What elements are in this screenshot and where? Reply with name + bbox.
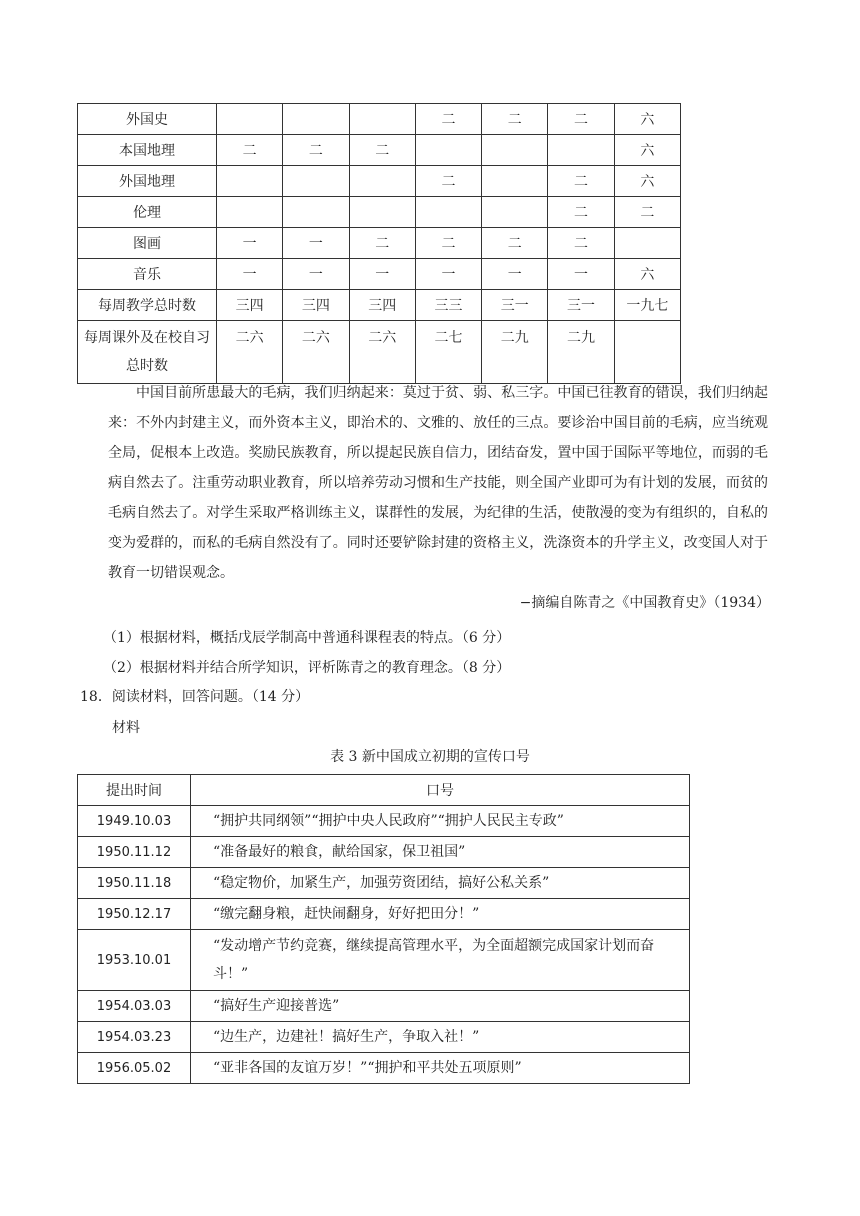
hours-cell: 二六 (349, 321, 415, 384)
slogan-text: “拥护共同纲领”“拥护中央人民政府”“拥护人民民主专政” (191, 806, 690, 837)
slogan-row (78, 837, 690, 868)
subject-label: 本国地理 (78, 135, 217, 166)
hours-cell: 二 (614, 197, 680, 228)
hours-cell: 一九七 (614, 290, 680, 321)
hours-cell: 二 (548, 104, 614, 135)
header-date: 提出时间 (78, 775, 191, 806)
subject-label: 图画 (78, 228, 217, 259)
slogan-row (78, 806, 690, 837)
hours-cell: 二 (548, 166, 614, 197)
hours-cell: 一 (349, 259, 415, 290)
hours-cell: 二九 (548, 321, 614, 384)
hours-cell: 二七 (415, 321, 481, 384)
slogan-row (78, 899, 690, 930)
hours-cell: 二六 (217, 321, 283, 384)
hours-cell: 二 (548, 228, 614, 259)
subject-label: 外国史 (78, 104, 217, 135)
material-source: −摘编自陈青之《中国教育史》（1934） (519, 595, 770, 611)
hours-cell: 二九 (482, 321, 548, 384)
hours-cell (217, 197, 283, 228)
slogan-date: 1956.05.02 (78, 1053, 191, 1084)
question-2: （2）根据材料并结合所学知识，评析陈青之的教育理念。（8 分） (103, 660, 511, 676)
hours-cell: 六 (614, 166, 680, 197)
curriculum-row (78, 104, 681, 135)
material-passage (108, 378, 768, 588)
hours-cell (283, 197, 349, 228)
hours-cell: 二 (482, 228, 548, 259)
slogan-text: “边生产，边建社！搞好生产，争取入社！” (191, 1022, 690, 1053)
hours-cell: 六 (614, 259, 680, 290)
slogan-row (78, 868, 690, 899)
slogan-date: 1950.11.18 (78, 868, 191, 899)
hours-cell: 三一 (482, 290, 548, 321)
hours-cell: 二 (415, 228, 481, 259)
hours-cell: 二 (415, 104, 481, 135)
slogan-row (78, 930, 690, 991)
curriculum-row (78, 197, 681, 228)
hours-cell: 二 (548, 197, 614, 228)
slogan-date: 1950.12.17 (78, 899, 191, 930)
slogan-date: 1953.10.01 (78, 930, 191, 991)
curriculum-table-body (78, 104, 681, 384)
slogan-text: “稳定物价，加紧生产，加强劳资团结，搞好公私关系” (191, 868, 690, 899)
slogan-table (77, 774, 690, 1084)
hours-cell (548, 135, 614, 166)
hours-cell: 三四 (217, 290, 283, 321)
hours-cell: 二 (349, 228, 415, 259)
hours-cell (349, 197, 415, 228)
hours-cell: 三三 (415, 290, 481, 321)
hours-cell: 二 (482, 104, 548, 135)
slogan-date: 1949.10.03 (78, 806, 191, 837)
hours-cell (349, 104, 415, 135)
hours-cell (482, 166, 548, 197)
material-label: 材料 (112, 720, 140, 736)
hours-cell (482, 135, 548, 166)
slogan-table-body (78, 806, 690, 1084)
hours-cell: 六 (614, 135, 680, 166)
slogan-row (78, 1053, 690, 1084)
hours-cell: 一 (482, 259, 548, 290)
curriculum-row (78, 228, 681, 259)
curriculum-row (78, 259, 681, 290)
curriculum-row (78, 166, 681, 197)
hours-cell: 一 (283, 259, 349, 290)
slogan-date: 1954.03.23 (78, 1022, 191, 1053)
curriculum-row (78, 321, 681, 384)
curriculum-row (78, 135, 681, 166)
hours-cell (415, 197, 481, 228)
hours-cell: 一 (415, 259, 481, 290)
curriculum-table (77, 103, 681, 384)
hours-cell: 二六 (283, 321, 349, 384)
slogan-row (78, 991, 690, 1022)
hours-cell: 二 (217, 135, 283, 166)
slogan-row (78, 1022, 690, 1053)
hours-cell: 一 (217, 228, 283, 259)
hours-cell (283, 104, 349, 135)
slogan-text: “缴完翻身粮，赶快闹翻身，好好把田分！” (191, 899, 690, 930)
slogan-text: “亚非各国的友谊万岁！”“拥护和平共处五项原则” (191, 1053, 690, 1084)
question-18-heading: 18．阅读材料，回答问题。（14 分） (80, 689, 310, 705)
slogan-date: 1954.03.03 (78, 991, 191, 1022)
slogan-text: “搞好生产迎接普选” (191, 991, 690, 1022)
hours-cell: 三四 (283, 290, 349, 321)
hours-cell (217, 166, 283, 197)
hours-cell: 一 (548, 259, 614, 290)
hours-cell: 三一 (548, 290, 614, 321)
slogan-date: 1950.11.12 (78, 837, 191, 868)
hours-cell: 一 (283, 228, 349, 259)
hours-cell (614, 228, 680, 259)
hours-cell: 六 (614, 104, 680, 135)
subject-label: 音乐 (78, 259, 217, 290)
hours-cell: 二 (349, 135, 415, 166)
curriculum-row (78, 290, 681, 321)
hours-cell (614, 321, 680, 384)
hours-cell: 二 (415, 166, 481, 197)
hours-cell (415, 135, 481, 166)
subject-label: 每周教学总时数 (78, 290, 217, 321)
hours-cell (349, 166, 415, 197)
hours-cell: 三四 (349, 290, 415, 321)
hours-cell (482, 197, 548, 228)
subject-label: 伦理 (78, 197, 217, 228)
question-1: （1）根据材料，概括戊辰学制高中普通科课程表的特点。（6 分） (103, 630, 511, 646)
hours-cell: 一 (217, 259, 283, 290)
hours-cell (217, 104, 283, 135)
slogan-text: “发动增产节约竞赛，继续提高管理水平，为全面超额完成国家计划而奋斗！” (191, 930, 690, 991)
hours-cell: 二 (283, 135, 349, 166)
slogan-text: “准备最好的粮食，献给国家，保卫祖国” (191, 837, 690, 868)
subject-label: 外国地理 (78, 166, 217, 197)
subject-label: 每周课外及在校自习总时数 (78, 321, 217, 384)
hours-cell (283, 166, 349, 197)
table-caption: 表 3 新中国成立初期的宣传口号 (330, 749, 530, 765)
header-slogan: 口号 (191, 775, 690, 806)
slogan-table-header (78, 775, 690, 806)
material-text: 中国目前所患最大的毛病，我们归纳起来：莫过于贫、弱、私三字。中国已往教育的错误，我们归纳起来：不外内封建主义，而外资本主义，即治术的、文雅的、放任的三点。要诊治中国目前的毛病，应当统观全局，促根本上改造。奖励民族教育，所以提起民族自信力，团结奋发，置中国于国际平等地位，而弱的毛病自然去了。注重劳动职业教育，所以培养劳动习惯和生产技能，则全国产业即可为有计划的发展，而贫的毛病自然去了。对学生采取严格训练主义，谋群性的发展，为纪律的生活，使散漫的变为有组织的，自私的变为爱群的，而私的毛病自然没有了。同时还要铲除封建的资格主义，洗涤资本的升学主义，改变国人对于教育一切错误观念。 (108, 385, 768, 581)
